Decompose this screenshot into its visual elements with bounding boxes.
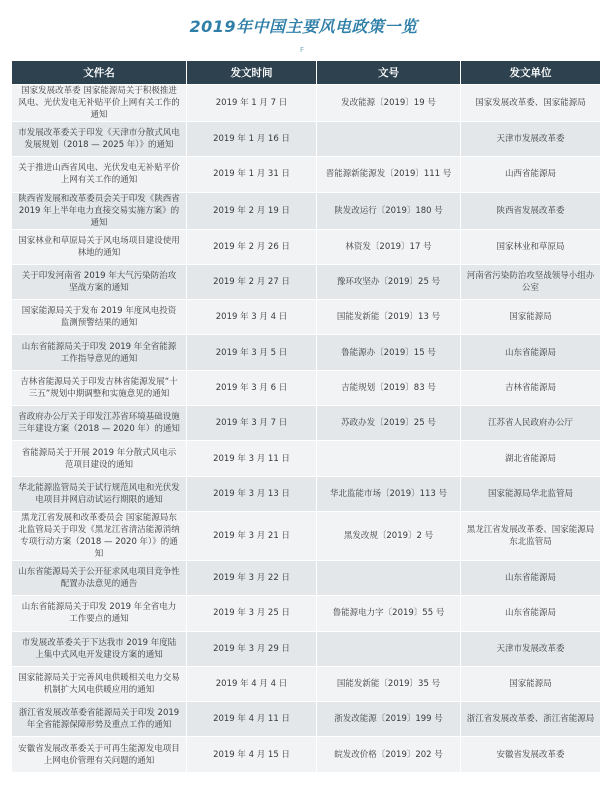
cell-document-number: 苏政办发〔2019〕25 号	[317, 406, 461, 441]
header-document-name: 文件名	[12, 61, 187, 85]
table-row	[12, 631, 601, 666]
cell-issue-date: 2019 年 3 月 11 日	[187, 441, 317, 476]
header-issue-date: 发文时间	[187, 61, 317, 85]
cell-issue-date: 2019 年 1 月 31 日	[187, 157, 317, 192]
cell-issue-date: 2019 年 1 月 16 日	[187, 122, 317, 157]
cell-issue-date: 2019 年 4 月 15 日	[187, 737, 317, 772]
cell-document-name: 省政府办公厅关于印发江苏省环境基础设施三年建设方案（2018 — 2020 年）的通知	[12, 406, 187, 441]
cell-document-number	[317, 560, 461, 595]
cell-issue-date: 2019 年 3 月 21 日	[187, 511, 317, 560]
cell-issuing-unit: 江苏省人民政府办公厅	[461, 406, 601, 441]
cell-document-number: 发改能源〔2019〕19 号	[317, 85, 461, 122]
cell-issue-date: 2019 年 2 月 19 日	[187, 192, 317, 229]
cell-issue-date: 2019 年 2 月 27 日	[187, 264, 317, 299]
cell-issue-date: 2019 年 3 月 6 日	[187, 370, 317, 405]
cell-issuing-unit: 国家能源局华北监管局	[461, 476, 601, 511]
cell-document-name: 吉林省能源局关于印发吉林省能源发展“十三五”规划中期调整和实施意见的通知	[12, 370, 187, 405]
cell-document-number: 浙发改能源〔2019〕199 号	[317, 702, 461, 737]
table-row	[12, 560, 601, 595]
cell-document-number	[317, 122, 461, 157]
cell-issuing-unit: 山东省能源局	[461, 596, 601, 631]
table-row	[12, 441, 601, 476]
cell-document-name: 浙江省发展改革委省能源局关于印发 2019 年全省能源保障形势及重点工作的通知	[12, 702, 187, 737]
cell-document-name: 市发展改革委关于下达我市 2019 年度陆上集中式风电开发建设方案的通知	[12, 631, 187, 666]
cell-issuing-unit: 国家能源局	[461, 666, 601, 701]
table-row	[12, 300, 601, 335]
cell-document-name: 山东省能源局关于公开征求风电项目竞争性配置办法意见的通告	[12, 560, 187, 595]
cell-issuing-unit: 国家发展改革委、国家能源局	[461, 85, 601, 122]
cell-document-name: 关于推进山西省风电、光伏发电无补贴平价上网有关工作的通知	[12, 157, 187, 192]
cell-document-number: 华北监能市场〔2019〕113 号	[317, 476, 461, 511]
table-row	[12, 666, 601, 701]
cell-document-name: 安徽省发展改革委关于可再生能源发电项目上网电价管理有关问题的通知	[12, 737, 187, 772]
table-row	[12, 596, 601, 631]
cell-issue-date: 2019 年 3 月 25 日	[187, 596, 317, 631]
cell-issuing-unit: 山东省能源局	[461, 335, 601, 370]
cell-document-number: 国能发新能〔2019〕35 号	[317, 666, 461, 701]
cell-document-number: 鲁能源办〔2019〕15 号	[317, 335, 461, 370]
cell-issuing-unit: 河南省污染防治攻坚战领导小组办公室	[461, 264, 601, 299]
cell-document-number: 豫环攻坚办〔2019〕25 号	[317, 264, 461, 299]
table-row	[12, 264, 601, 299]
cell-document-number: 皖发改价格〔2019〕202 号	[317, 737, 461, 772]
table-row	[12, 192, 601, 229]
cell-issuing-unit: 湖北省能源局	[461, 441, 601, 476]
cell-document-name: 关于印发河南省 2019 年大气污染防治攻坚战方案的通知	[12, 264, 187, 299]
small-mark: F	[300, 46, 305, 54]
cell-document-name: 国家能源局关于完善风电供暖相关电力交易机制扩大风电供暖应用的通知	[12, 666, 187, 701]
header-document-number: 文号	[317, 61, 461, 85]
cell-document-number: 陕发改运行〔2019〕180 号	[317, 192, 461, 229]
table-row	[12, 406, 601, 441]
table-row	[12, 702, 601, 737]
cell-document-number: 林资发〔2019〕17 号	[317, 229, 461, 264]
cell-issuing-unit: 天津市发展改革委	[461, 122, 601, 157]
table-row	[12, 476, 601, 511]
cell-issue-date: 2019 年 3 月 22 日	[187, 560, 317, 595]
cell-issuing-unit: 山东省能源局	[461, 560, 601, 595]
cell-document-name: 山东省能源局关于印发 2019 年全省电力工作要点的通知	[12, 596, 187, 631]
cell-document-name: 黑龙江省发展和改革委员会 国家能源局东北监管局关于印发《黑龙江省清洁能源消纳专项行动方案（2018 — 2020 年）》的通知	[12, 511, 187, 560]
cell-document-number: 吉能规划〔2019〕83 号	[317, 370, 461, 405]
cell-issue-date: 2019 年 3 月 4 日	[187, 300, 317, 335]
cell-issuing-unit: 黑龙江省发展改革委、国家能源局东北监管局	[461, 511, 601, 560]
table-row	[12, 229, 601, 264]
cell-issue-date: 2019 年 3 月 7 日	[187, 406, 317, 441]
policy-table	[11, 60, 601, 773]
cell-document-number: 晋能源新能源发〔2019〕111 号	[317, 157, 461, 192]
cell-issuing-unit: 天津市发展改革委	[461, 631, 601, 666]
cell-issue-date: 2019 年 3 月 5 日	[187, 335, 317, 370]
cell-issuing-unit: 安徽省发展改革委	[461, 737, 601, 772]
cell-issuing-unit: 浙江省发展改革委、浙江省能源局	[461, 702, 601, 737]
cell-issuing-unit: 吉林省能源局	[461, 370, 601, 405]
cell-document-name: 国家发展改革委 国家能源局关于积极推进风电、光伏发电无补贴平价上网有关工作的通知	[12, 85, 187, 122]
table-row	[12, 122, 601, 157]
cell-issue-date: 2019 年 1 月 7 日	[187, 85, 317, 122]
cell-issue-date: 2019 年 2 月 26 日	[187, 229, 317, 264]
cell-issue-date: 2019 年 4 月 11 日	[187, 702, 317, 737]
cell-issuing-unit: 国家能源局	[461, 300, 601, 335]
cell-document-number: 鲁能源电力字〔2019〕55 号	[317, 596, 461, 631]
cell-issuing-unit: 国家林业和草原局	[461, 229, 601, 264]
table-row	[12, 157, 601, 192]
cell-document-name: 国家林业和草原局关于风电场项目建设使用林地的通知	[12, 229, 187, 264]
cell-document-number	[317, 631, 461, 666]
header-issuing-unit: 发文单位	[461, 61, 601, 85]
cell-document-name: 陕西省发展和改革委员会关于印发《陕西省 2019 年上半年电力直接交易实施方案》的通知	[12, 192, 187, 229]
table-row	[12, 85, 601, 122]
cell-document-name: 国家能源局关于发布 2019 年度风电投资监测预警结果的通知	[12, 300, 187, 335]
cell-issue-date: 2019 年 3 月 29 日	[187, 631, 317, 666]
cell-document-name: 省能源局关于开展 2019 年分散式风电示范项目建设的通知	[12, 441, 187, 476]
cell-document-name: 市发展改革委关于印发《天津市分散式风电发展规划（2018 — 2025 年）》的通知	[12, 122, 187, 157]
cell-issue-date: 2019 年 4 月 4 日	[187, 666, 317, 701]
cell-document-name: 华北能源监管局关于试行规范风电和光伏发电项目并网启动试运行期限的通知	[12, 476, 187, 511]
cell-issue-date: 2019 年 3 月 13 日	[187, 476, 317, 511]
table-header-row	[12, 61, 601, 85]
table-row	[12, 335, 601, 370]
cell-document-number: 黑发改规〔2019〕2 号	[317, 511, 461, 560]
cell-issuing-unit: 山西省能源局	[461, 157, 601, 192]
cell-document-number: 国能发新能〔2019〕13 号	[317, 300, 461, 335]
table-row	[12, 370, 601, 405]
cell-document-number	[317, 441, 461, 476]
cell-document-name: 山东省能源局关于印发 2019 年全省能源工作指导意见的通知	[12, 335, 187, 370]
table-row	[12, 737, 601, 772]
page-title: 2019年中国主要风电政策一览	[189, 17, 418, 36]
table-row	[12, 511, 601, 560]
cell-issuing-unit: 陕西省发展改革委	[461, 192, 601, 229]
